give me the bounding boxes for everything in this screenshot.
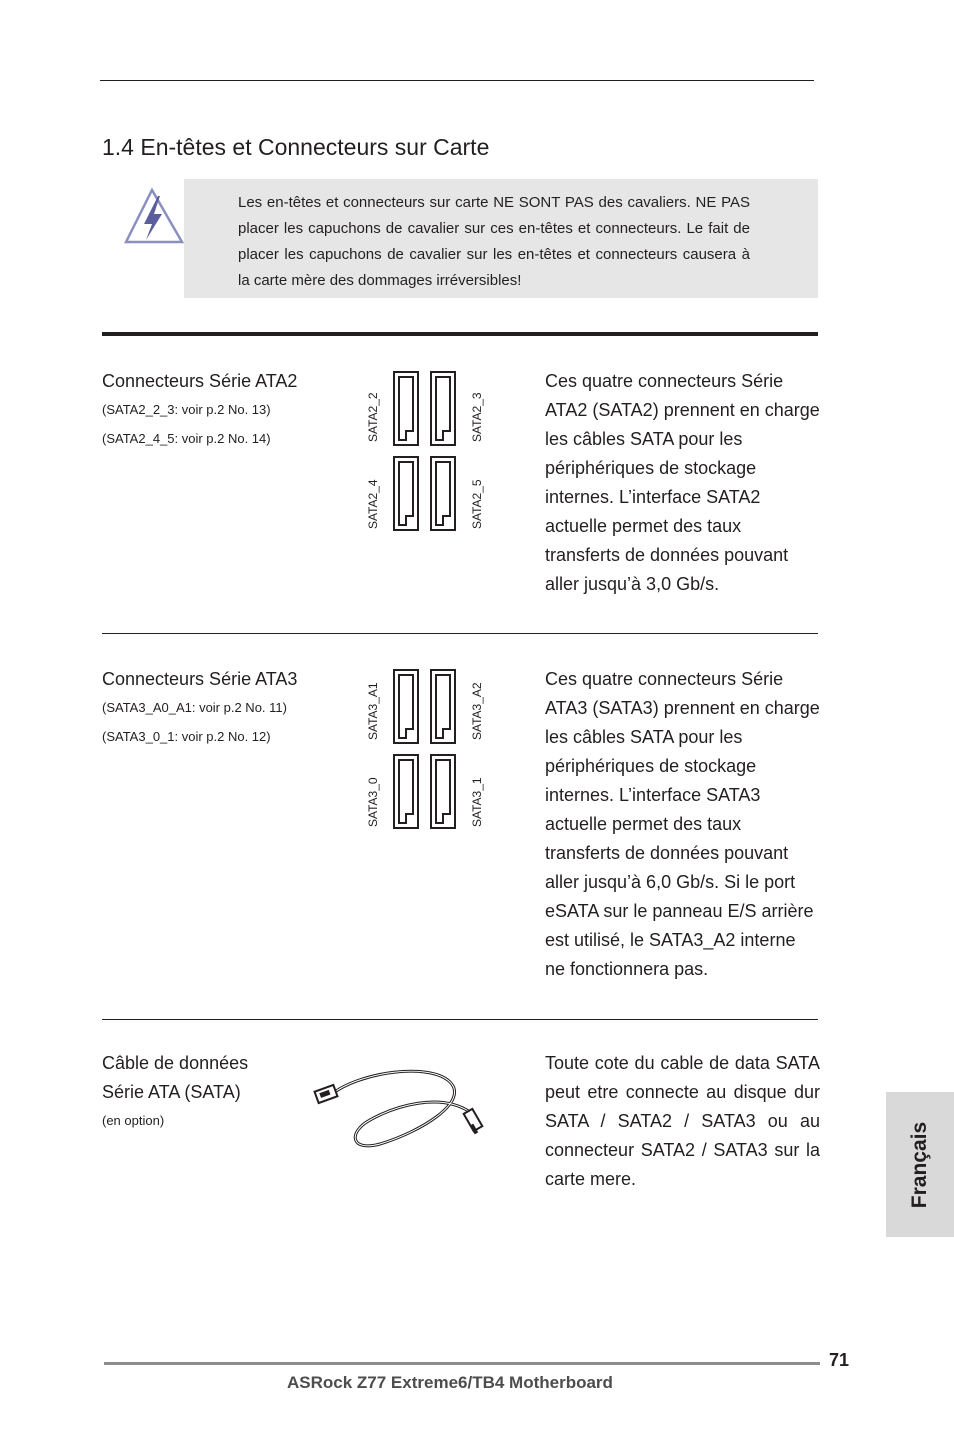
- sata3-description: Ces quatre connecteurs Série ATA3 (SATA3) prennent en charge les câbles SATA pour les périphériques de stockage internes. L’interface SATA3 actuelle permet des taux transferts de données pouvant aller jusqu’à 6,0 Gb/s. Si le port eSATA sur le panneau E/S arrière est utilisé, le SATA3_A2 interne ne fonctionnera pas.: [545, 669, 820, 979]
- sata2-ref-2: (SATA2_4_5: voir p.2 No. 14): [102, 431, 271, 446]
- cable-title-line1: Câble de données: [102, 1053, 249, 1073]
- sata2-3-connector: [431, 372, 455, 445]
- cable-note: (en option): [102, 1113, 165, 1128]
- section-divider: [102, 332, 818, 336]
- sata3-0-connector: [394, 755, 418, 828]
- sata3-title: Connecteurs Série ATA3: [102, 669, 298, 689]
- cable-title-line2: Série ATA (SATA): [102, 1082, 241, 1102]
- language-tab: [886, 1092, 954, 1237]
- language-tab-label: Français: [908, 1121, 931, 1208]
- divider-2: [102, 1019, 818, 1020]
- sata3-ref-1: (SATA3_A0_A1: voir p.2 No. 11): [102, 700, 287, 715]
- sata3-connector-diagram: [392, 668, 462, 830]
- sata-cable-illustration: [310, 1062, 500, 1152]
- top-rule: [100, 80, 814, 81]
- page-number: 71: [829, 1350, 850, 1370]
- warning-text: Les en-têtes et connecteurs sur carte NE SONT PAS des cavaliers. NE PAS placer les capuchons de cavalier sur ces en-têtes et connecteurs. Le fait de placer les capuchons de cavalier sur les en-têtes et connecteurs causera à la carte mère des dommages irréversibles!: [238, 194, 750, 289]
- sata2-5-connector: [431, 457, 455, 530]
- divider-1: [102, 633, 818, 634]
- sata3-1-connector: [431, 755, 455, 828]
- sata2-description: Ces quatre connecteurs Série ATA2 (SATA2) prennent en charge les câbles SATA pour les périphériques de stockage internes. L’interface SATA2 actuelle permet des taux transferts de données pouvant aller jusqu’à 3,0 Gb/s.: [545, 371, 820, 594]
- sata2-connector-diagram: [392, 370, 462, 532]
- sata2-title: Connecteurs Série ATA2: [102, 371, 298, 391]
- sata2-ref-1: (SATA2_2_3: voir p.2 No. 13): [102, 402, 271, 417]
- footer-rule: [104, 1362, 820, 1365]
- sata3-a1-connector: [394, 670, 418, 743]
- sata3-a2-connector: [431, 670, 455, 743]
- warning-lightning-icon: [124, 186, 186, 248]
- sata2-4-connector: [394, 457, 418, 530]
- sata3-ref-2: (SATA3_0_1: voir p.2 No. 12): [102, 729, 271, 744]
- section-title: 1.4 En-têtes et Connecteurs sur Carte: [102, 134, 490, 160]
- footer-product: ASRock Z77 Extreme6/TB4 Motherboard: [287, 1373, 613, 1392]
- cable-description: Toute cote du cable de data SATA peut etre connecte au disque dur SATA / SATA2 / SATA3 ou au connecteur SATA2 / SATA3 sur la carte mere.: [545, 1053, 820, 1189]
- sata2-2-connector: [394, 372, 418, 445]
